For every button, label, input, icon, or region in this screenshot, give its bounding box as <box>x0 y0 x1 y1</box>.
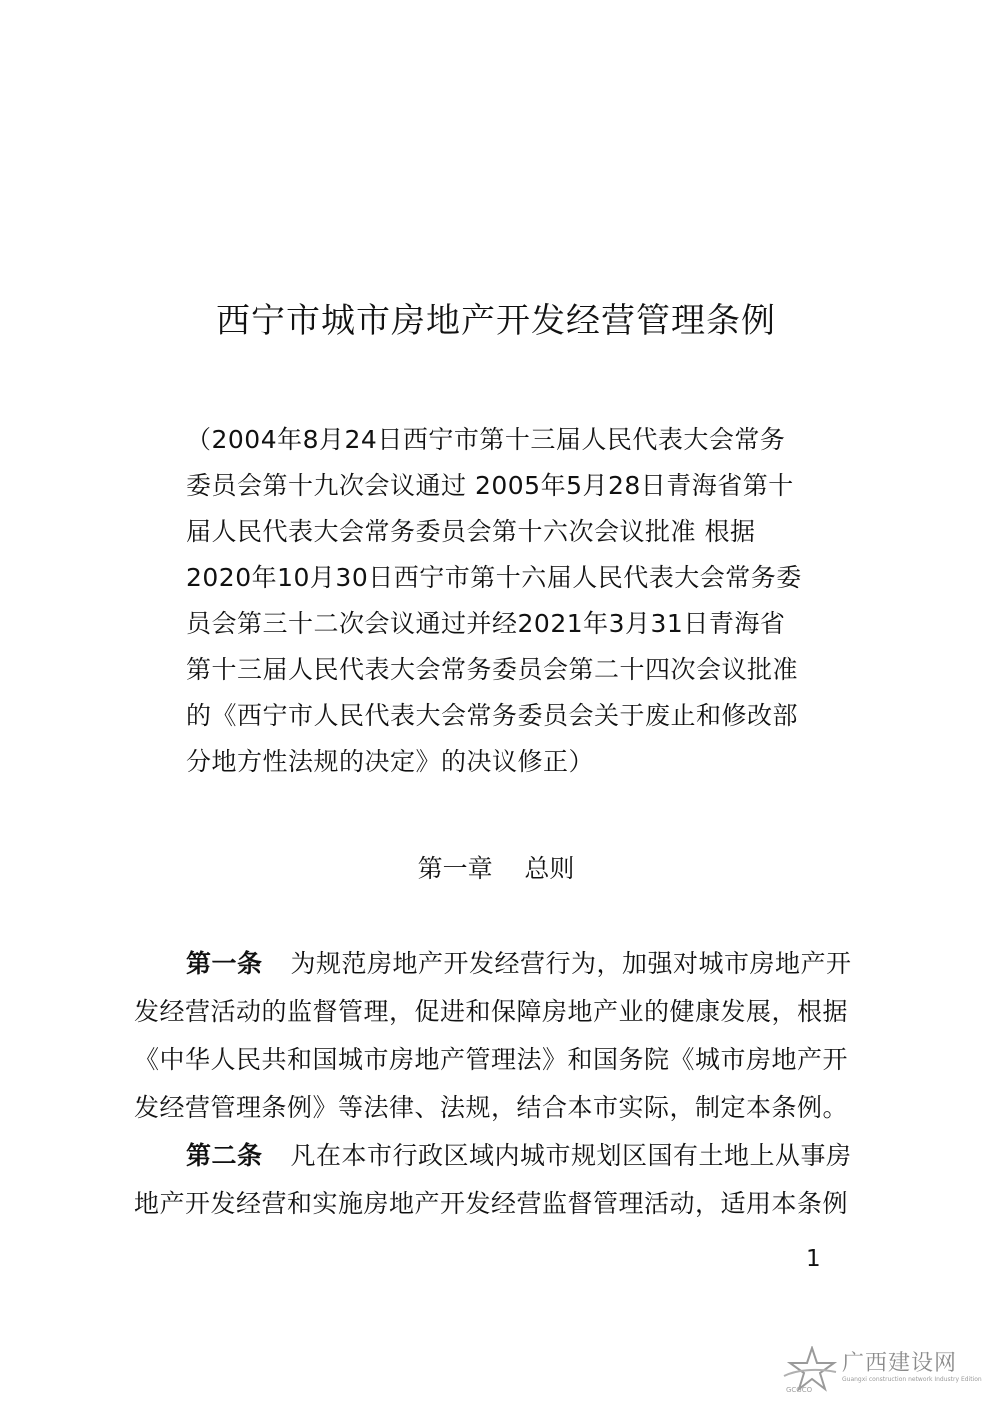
article-first-line <box>134 1132 852 1180</box>
preamble-line: 分地方性法规的决定》的决议修正） <box>186 747 595 776</box>
watermark-subtitle: Guangxi construction network Industry Edition <box>842 1376 982 1383</box>
article-text: 为规范房地产开发经营行为，加强对城市房地产开 <box>290 949 852 978</box>
preamble-line: 员会第三十二次会议通过并经2021年3月31日青海省 <box>186 609 786 638</box>
article-line: 地产开发经营和实施房地产开发经营监督管理活动，适用本条例 <box>134 1189 849 1218</box>
preamble-line: 第十三届人民代表大会常务委员会第二十四次会议批准 <box>186 655 799 684</box>
article-line: 发经营活动的监督管理，促进和保障房地产业的健康发展，根据 <box>134 997 849 1026</box>
article-line: 发经营管理条例》等法律、法规，结合本市实际，制定本条例。 <box>134 1093 849 1122</box>
page-title: 西宁市城市房地产开发经营管理条例 <box>216 301 776 341</box>
preamble-line: 2020年10月30日西宁市第十六届人民代表大会常务委 <box>186 563 802 592</box>
watermark <box>782 1344 987 1396</box>
watermark-logo-text: GCGCO <box>786 1386 813 1394</box>
article-text: 凡在本市行政区域内城市规划区国有土地上从事房 <box>290 1141 852 1170</box>
preamble-line: 委员会第十九次会议通过 2005年5月28日青海省第十 <box>186 471 794 500</box>
preamble <box>186 417 802 785</box>
article-label: 第二条 <box>186 1141 263 1170</box>
watermark-star-icon <box>782 1346 838 1394</box>
article-1 <box>134 940 852 1132</box>
article-2 <box>134 1132 852 1228</box>
preamble-line: 的《西宁市人民代表大会常务委员会关于废止和修改部 <box>186 701 799 730</box>
preamble-line: 届人民代表大会常务委员会第十六次会议批准 根据 <box>186 517 756 546</box>
watermark-title: 广西建设网 <box>842 1351 958 1376</box>
articles <box>134 940 852 1228</box>
page-number: 1 <box>806 1246 821 1272</box>
article-first-line <box>134 940 852 988</box>
chapter-heading: 第一章 总则 <box>417 854 575 883</box>
preamble-line: （2004年8月24日西宁市第十三届人民代表大会常务 <box>186 425 786 454</box>
article-label: 第一条 <box>186 949 263 978</box>
article-line: 《中华人民共和国城市房地产管理法》和国务院《城市房地产开 <box>134 1045 849 1074</box>
